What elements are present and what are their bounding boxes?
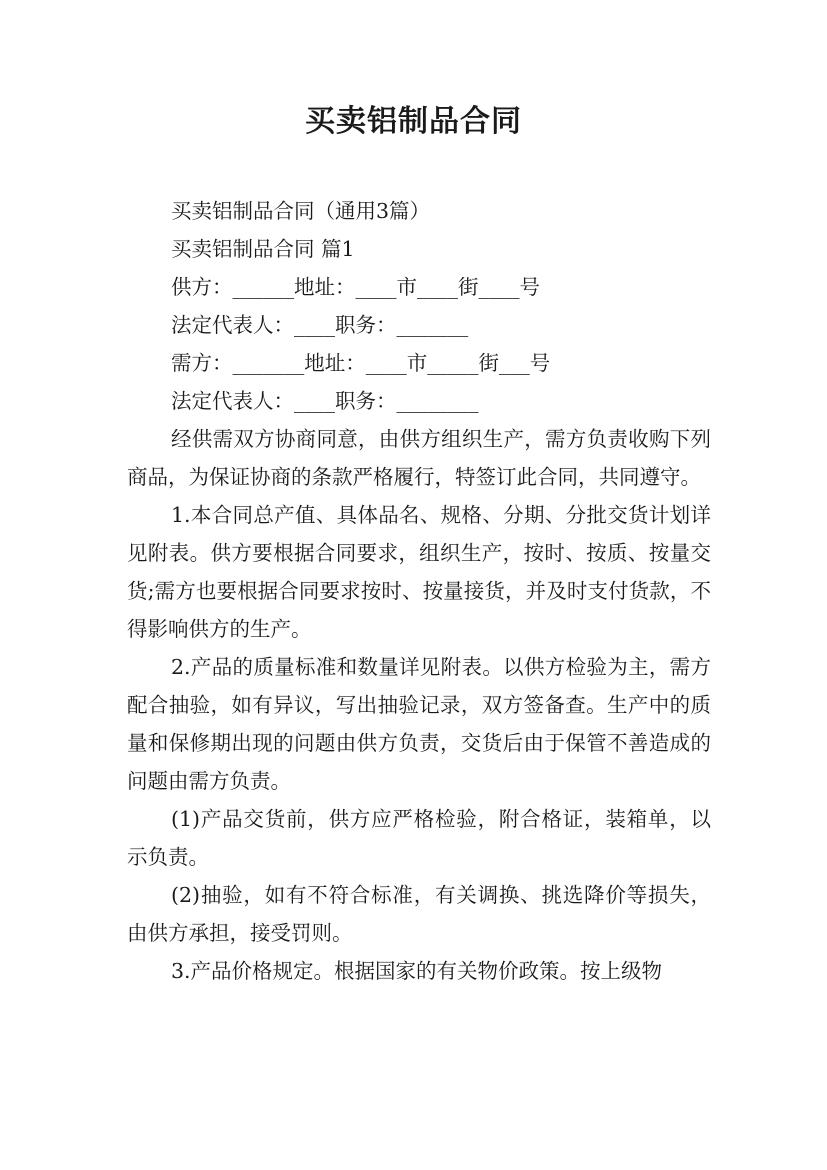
buyer-line: 需方：_______地址：____市_____街___号 [171, 351, 551, 375]
supplier-line: 供方：______地址：____市____街____号 [171, 275, 540, 299]
subtitle-paragraph: 买卖铝制品合同（通用3篇） [171, 199, 431, 223]
clause-2-item-2-paragraph: (2)抽验，如有不符合标准，有关调换、挑选降价等损失，由供方承担，接受罚则。 [127, 883, 711, 945]
document-title: 买卖铝制品合同 [305, 104, 522, 139]
document-body [127, 192, 711, 990]
clause-1-paragraph: 1.本合同总产值、具体品名、规格、分期、分批交货计划详见附表。供方要根据合同要求，组织生产，按时、按质、按量交货;需方也要根据合同要求按时、按量接货，并及时支付货款，不得影响供方的生产。 [127, 503, 711, 641]
clause-3-paragraph: 3.产品价格规定。根据国家的有关物价政策。按上级物 [171, 959, 663, 983]
supplier-representative-line: 法定代表人：____职务：_______ [171, 313, 469, 337]
clause-2-paragraph: 2.产品的质量标准和数量详见附表。以供方检验为主，需方配合抽验，如有异议，写出抽验记录，双方签备查。生产中的质量和保修期出现的问题由供方负责，交货后由于保管不善造成的问题由需方负责。 [127, 655, 711, 793]
preamble-paragraph: 经供需双方协商同意，由供方组织生产，需方负责收购下列商品，为保证协商的条款严格履行，特签订此合同，共同遵守。 [127, 427, 711, 489]
section-heading: 买卖铝制品合同 篇1 [171, 237, 355, 261]
buyer-representative-line: 法定代表人：____职务：________ [171, 389, 479, 413]
clause-2-item-1-paragraph: (1)产品交货前，供方应严格检验，附合格证，装箱单，以示负责。 [127, 807, 711, 869]
